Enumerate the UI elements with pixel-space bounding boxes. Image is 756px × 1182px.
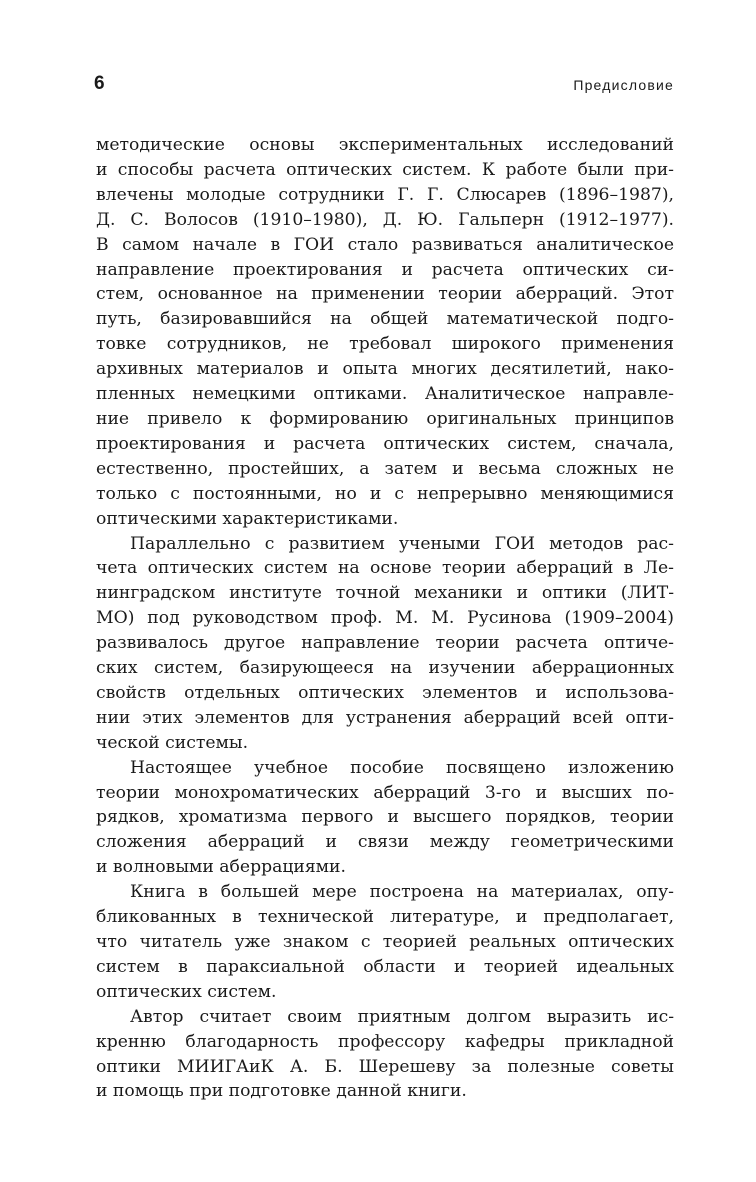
text-line: кренню благодарность профессору кафедры прикладной [96, 1031, 674, 1052]
text-line: оптических систем. [96, 981, 277, 1002]
text-line: ческой системы. [96, 732, 249, 753]
text-line: нии этих элементов для устранения аберраций всей опти- [96, 707, 674, 728]
text-line: оптики МИИГАиК А. Б. Шерешеву за полезные советы [96, 1056, 674, 1077]
paragraph-3 [96, 756, 674, 881]
text-line: В самом начале в ГОИ стало развиваться аналитическое [96, 234, 674, 255]
text-line: Книга в большей мере построена на материалах, опу- [130, 882, 674, 903]
running-title: Предисловие [573, 77, 674, 93]
text-line: и волновыми аберрациями. [96, 857, 346, 878]
text-line: и помощь при подготовке данной книги. [96, 1081, 467, 1102]
paragraph-4 [96, 880, 674, 1005]
text-line: Параллельно с развитием учеными ГОИ методов рас- [130, 533, 674, 554]
text-line: МО) под руководством проф. М. М. Русинова (1909–2004) [96, 608, 674, 629]
body-text [96, 133, 674, 1104]
text-line: только с постоянными, но и с непрерывно меняющимися [96, 483, 674, 504]
text-line: ских систем, базирующееся на изучении аберрационных [96, 658, 674, 679]
text-line: бликованных в технической литературе, и предполагает, [96, 907, 674, 928]
paragraph-1 [96, 133, 674, 532]
text-line: стем, основанное на применении теории аберраций. Этот [96, 284, 674, 305]
text-line: и способы расчета оптических систем. К работе были при- [96, 159, 674, 180]
text-line: Д. С. Волосов (1910–1980), Д. Ю. Гальперн (1912–1977). [96, 209, 674, 230]
page-number: 6 [94, 73, 105, 94]
text-line: товке сотрудников, не требовал широкого применения [96, 334, 674, 355]
text-line: направление проектирования и расчета оптических си- [96, 259, 674, 280]
text-line: естественно, простейших, а затем и весьма сложных не [96, 458, 674, 479]
text-line: методические основы экспериментальных исследований [96, 135, 674, 155]
text-line: чета оптических систем на основе теории аберраций в Ле- [96, 558, 674, 579]
text-line: ние привело к формированию оригинальных принципов [96, 408, 674, 429]
text-line: оптическими характеристиками. [96, 508, 399, 529]
paragraph-2 [96, 532, 674, 756]
text-line: свойств отдельных оптических элементов и использова- [96, 682, 674, 703]
text-line: сложения аберраций и связи между геометрическими [96, 832, 674, 853]
text-line: проектирования и расчета оптических систем, сначала, [96, 433, 674, 454]
text-line: что читатель уже знаком с теорией реальных оптических [96, 932, 674, 952]
text-line: пленных немецкими оптиками. Аналитическое направле- [96, 384, 674, 405]
text-line: развивалось другое направление теории расчета оптиче- [96, 633, 674, 654]
text-line: архивных материалов и опыта многих десятилетий, нако- [96, 359, 674, 380]
text-line: Настоящее учебное пособие посвящено изложению [130, 757, 674, 778]
text-line: теории монохроматических аберраций 3-го и высших по- [96, 782, 674, 803]
paragraph-5 [96, 1005, 674, 1105]
text-line: нинградском институте точной механики и оптики (ЛИТ- [96, 583, 674, 604]
text-line: Автор считает своим приятным долгом выразить ис- [130, 1006, 674, 1027]
text-line: влечены молодые сотрудники Г. Г. Слюсарев (1896–1987), [96, 184, 674, 205]
text-line: рядков, хроматизма первого и высшего порядков, теории [96, 807, 674, 828]
text-line: систем в параксиальной области и теорией идеальных [96, 956, 674, 977]
text-line: путь, базировавшийся на общей математической подго- [96, 309, 674, 330]
